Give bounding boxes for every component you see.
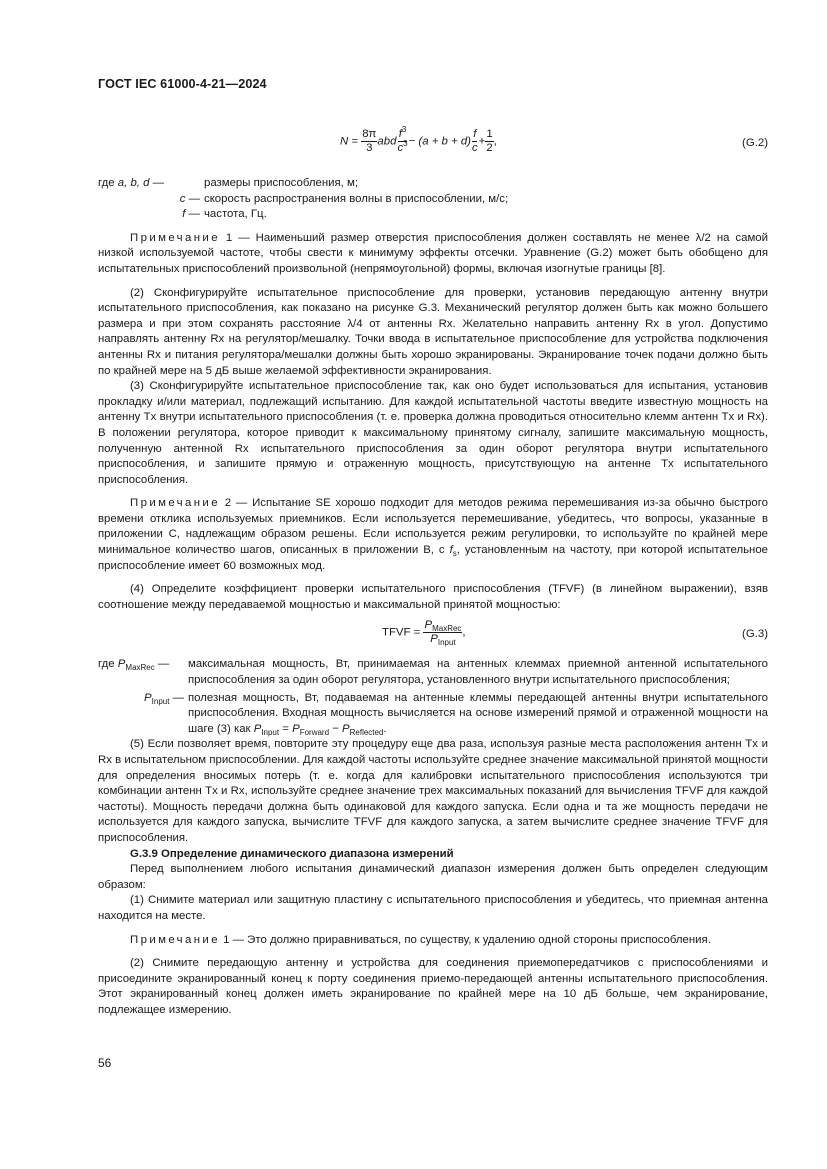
- definition-row-abd: где a, b, d — размеры приспособления, м;: [98, 177, 358, 189]
- paragraph-step-3: (3) Сконфигурируйте испытательное приспособление так, как оно будет использоваться для испытания, установив прокладку и/или материал, подлежащий испытанию. Для каждой испытательной частоты введите известную мощность на антенну Tx внутри испытательного приспособления (т. е. проверка должна проводиться относительно клемм антенн Tx и Rx). В положении регулятора, которое приводит к максимальному принятому сигналу, запишите максимальную мощность, полученную антенной Rx испытательного приспособления за один оборот регулятора внутри испытательного приспособления, и запишите прямую и отраженную мощность, присутствующую на антенне Tx испытательного приспособления.: [98, 380, 768, 486]
- definition-row-f: f — частота, Гц.: [182, 208, 267, 221]
- definitions-g3: [98, 657, 768, 737]
- formula-g2-lhs: N =: [340, 135, 359, 148]
- definition-row-pmaxrec: где $P_{MaxRec}$ — максимальная мощность, Вт, принимаемая на антенных клеммах приемной антенной испытательного приспособления за один оборот регулятора, установленного внутри испытательного приспособления;: [98, 658, 768, 687]
- paragraph-step-2: (2) Сконфигурируйте испытательное приспособление для проверки, установив передающую антенну внутри испытательного приспособления, как показано на рисунке G.3. Механический регулятор должен быть как можно большего размера и при этом сохранять расстояние λ/4 от антенны Rx. Желательно направить антенну Rx в угол. Допустимо направлять антенну Rx на регулятор/мешалку. Точки ввода в испытательное приспособление для устройства подключения антенны Rx и питания регулятора/мешалки должны быть хорошо экранированы. Экранирование точек подачи должно быть по крайней мере на 5 дБ выше желаемой эффективности экранирования.: [98, 286, 768, 377]
- page-body: [98, 78, 768, 1019]
- fraction-f-c: $\frac{f}{c}$: [471, 128, 478, 154]
- fraction-8pi-3: $\frac{8\pi}{3}$: [362, 128, 377, 154]
- paragraph-step-5: (5) Если позволяет время, повторите эту процедуру еще два раза, используя разные места расположения антенн Tx и Rx в испытательном приспособлении. Для каждой частоты используйте среднее значение максимальной принятой мощности для определения вносимых потерь (т. е. когда для калибровки испытательного приспособления используются три комбинации антенн Tx и Rx, используйте среднее значение трех максимальных показаний для вычисления TFVF для каждой частоты). Мощность передачи должна быть одинаковой для каждого запуска. Если одна и та же мощность передачи не используется для каждого запуска, вычислите TFVF для каждого запуска, а затем вычислите среднее значение TFVF для приспособления.: [98, 738, 768, 844]
- formula-g2-minus-term: − (a + b + d): [408, 135, 471, 148]
- note-1: Примечание 1 — Наименьший размер отверстия приспособления должен составлять не менее λ/2 на самой низкой используемой частоте, чтобы свести к минимуму эффекты отсечки. Уравнение (G.2) может быть обобщено для испытательных приспособлений произвольной (непрямоугольной) формы, включая изогнутые границы [8].: [98, 231, 768, 275]
- definition-row-c: c — скорость распространения волны в приспособлении, м/с;: [179, 192, 509, 205]
- equation-number-g3: (G.3): [742, 628, 768, 641]
- note-2: Примечание 2 — Испытание SE хорошо подходит для методов режима перемешивания из-за обычно быстрого времени отклика используемых приемников. Если используется перемешивание, убедитесь, что вопросы, указанные в приложении C, надлежащим образом решены. Если используется режим регулировки, то используйте по крайней мере минимальное количество шагов, описанных в приложении B, с $f_s$, установленным на частоту, при которой испытательное приспособление имеет 60 возможных мод.: [98, 497, 768, 572]
- page-number: 56: [98, 1056, 112, 1070]
- paragraph-g39-step-2: (2) Снимите передающую антенну и устройства для соединения приемопередатчиков с приспособлениями и присоедините экранированный конец к порту соединения приемо-передающей антенны испытательного приспособления. Этот экранированный конец должен иметь экранирование по крайней мере на 10 дБ больше, чем экранирование, подлежащее измерению.: [98, 957, 768, 1016]
- fraction-f3-c3: $\frac{f^3}{c^3}$: [397, 125, 408, 154]
- formula-g2: [98, 122, 768, 168]
- formula-g2-expression: N = $\frac{8\pi}{3}$ abd $\frac{f^3}{c^3}$ − (a + b + d) $\frac{f}{c}$ + $\frac{1}{2}$ ,: [340, 125, 497, 154]
- document-header: ГОСТ IEC 61000-4-21—2024: [98, 77, 267, 91]
- paragraph-intro-g39: Перед выполнением любого испытания динамический диапазон измерения должен быть определен следующим образом:: [98, 863, 768, 891]
- fraction-1-2: $\frac{1}{2}$: [486, 128, 493, 154]
- section-heading-g39: G.3.9 Определение динамического диапазона измерений: [130, 847, 454, 860]
- paragraph-step-4: (4) Определите коэффициент проверки испытательного приспособления (TFVF) (в линейном выражении), взяв соотношение между передаваемой мощностью и максимальной принятой мощностью:: [98, 583, 768, 611]
- paragraph-g39-step-1: (1) Снимите материал или защитную пластину с испытательного приспособления и убедитесь, что приемная антенна находится на месте.: [98, 894, 768, 922]
- fraction-tfvf: $\frac{P_{MaxRec}}{P_{Input}}$: [424, 619, 462, 648]
- equation-number-g2: (G.2): [742, 137, 768, 149]
- definition-row-pinput: $P_{Input}$ — полезная мощность, Вт, подаваемая на антенные клеммы передающей антенны внутри испытательного приспособления. Входная мощность вычисляется на основе измерений прямой и отраженной мощности на шаге (3) как $P_{Input} = P_{Forward} - P_{Reflected}$.: [144, 691, 768, 737]
- formula-g3-expression: TFVF = $\frac{P_{MaxRec}}{P_{Input}}$ ,: [382, 619, 466, 648]
- formula-g2-abd: abd: [377, 135, 397, 148]
- formula-g3: [98, 615, 768, 655]
- definitions-g2: [98, 176, 768, 223]
- note-g39-1: Примечание 1 — Это должно приравниваться, по существу, к удалению одной стороны приспособления.: [130, 933, 711, 946]
